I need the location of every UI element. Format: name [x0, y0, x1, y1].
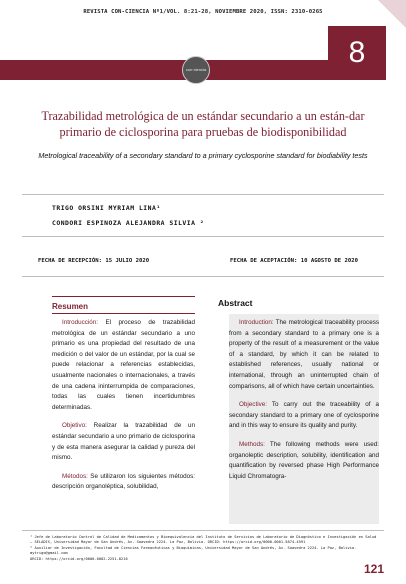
article-title: Trazabilidad metrológica de un estándar secundario a un están-dar primario de ciclosporina para pruebas de biodisponibilidad [41, 109, 365, 139]
resumen-paragraph [52, 421, 195, 463]
resumen-label: Métodos: [62, 472, 88, 480]
resumen-text: Realizar la trazabilidad de un estándar secundario a uno primario de ciclosporina y de esta manera asegurar la calidad y pureza del mismo. [52, 422, 195, 462]
resumen-body [52, 318, 195, 501]
abstract-paragraph [229, 440, 379, 482]
resumen-text: El proceso de trazabilidad metrológica de un estándar secundario a uno primario es una propiedad del resultado de una medición o del valor de un estándar, por la cual se puede relacionar a referencias establecidas, usualmente nacionales o internacionales, a través de una cadena ininterrumpida de comparaciones, todas las cuales tienen incertidumbres determinadas. [52, 319, 195, 411]
divider [22, 236, 384, 237]
abstract-label: Methods: [239, 440, 265, 448]
resumen-rule [52, 296, 195, 297]
resumen-text: Se utilizaron los siguientes métodos: descripción organoléptica, solubilidad, [52, 472, 195, 491]
abstract-paragraph [229, 318, 379, 392]
abstract-text: To carry out the traceability of a secondary standard to a primary one of cyclosporine and in this way to ensure its quality and purity. [229, 401, 379, 430]
divider [22, 276, 384, 277]
resumen-label: Objetivo: [62, 422, 87, 430]
journal-header: REVISTA CON-CIENCIA Nº1/VOL. 8:21-28, NOVIEMBRE 2020, ISSN: 2310-0265 [83, 9, 323, 15]
footnote-2: ² Auxiliar de Investigación, Facultad de Ciencias Farmacéuticas y Bioquímicas, Universidad Mayor de San Andrés, Av. Saavedra 2224. La Paz, Bolivia. mytrigo@gmail.com [30, 545, 357, 556]
abstract-text: The metrological traceability process from a secondary standard to a primary one is a property of the result of a measurement or the value of a standard, by which it can be related to established references, usually national or international, through an uninterrupted chain of comparisons, all of which have certain uncertainties. [229, 319, 379, 390]
abstract-heading: Abstract [218, 298, 253, 308]
abstract-body [229, 314, 379, 524]
abstract-label: Objective: [239, 401, 267, 409]
article-subtitle: Metrological traceability of a secondary standard to a primary cyclosporine standard for biodiability tests [38, 151, 368, 160]
resumen-rule [52, 313, 195, 314]
footnote-divider [22, 530, 384, 531]
received-date: FECHA DE RECEPCIÓN: 15 JULIO 2020 [38, 258, 150, 264]
abstract-label: Introduction: [239, 319, 274, 326]
resumen-heading: Resumen [52, 302, 89, 311]
issue-number: 8 [328, 26, 386, 80]
journal-logo-text: con·ciencia [185, 67, 207, 72]
footnotes [30, 535, 380, 562]
footnote-3: ORCID: https://orcid.org/0000-0002-2251-8216 [30, 556, 128, 561]
resumen-label: Introducción: [62, 319, 99, 326]
accepted-date: FECHA DE ACEPTACIÓN: 10 AGOSTO DE 2020 [230, 258, 358, 264]
author-2: CONDORI ESPINOZA ALEJANDRA SILVIA ² [52, 219, 205, 227]
abstract-paragraph [229, 400, 379, 432]
page-corner-fold [378, 0, 406, 28]
author-1: TRIGO ORSINI MYRIAM LINA¹ [52, 204, 161, 212]
abstract-text: The following methods were used: organoleptic description, solubility, identification and quantification by reversed phase High Performance Liquid Chromatogra- [229, 440, 379, 480]
divider [22, 194, 384, 195]
footnote-1: ¹ Jefe de Laboratorio Control de Calidad de Medicamentos y Bioequivalencia del Instituto de Servicios de Laboratorio de Diagnóstico e Investigación en Salud – SELADIS, Universidad Mayor de San Andrés, Av. Saavedra 2224. La Paz, Bolivia. ORCID: https://orcid.org/0000-0001-5874-4591 [30, 535, 377, 545]
resumen-paragraph [52, 472, 195, 493]
resumen-paragraph [52, 318, 195, 413]
header-band [0, 60, 330, 80]
page-number: 121 [363, 562, 384, 576]
